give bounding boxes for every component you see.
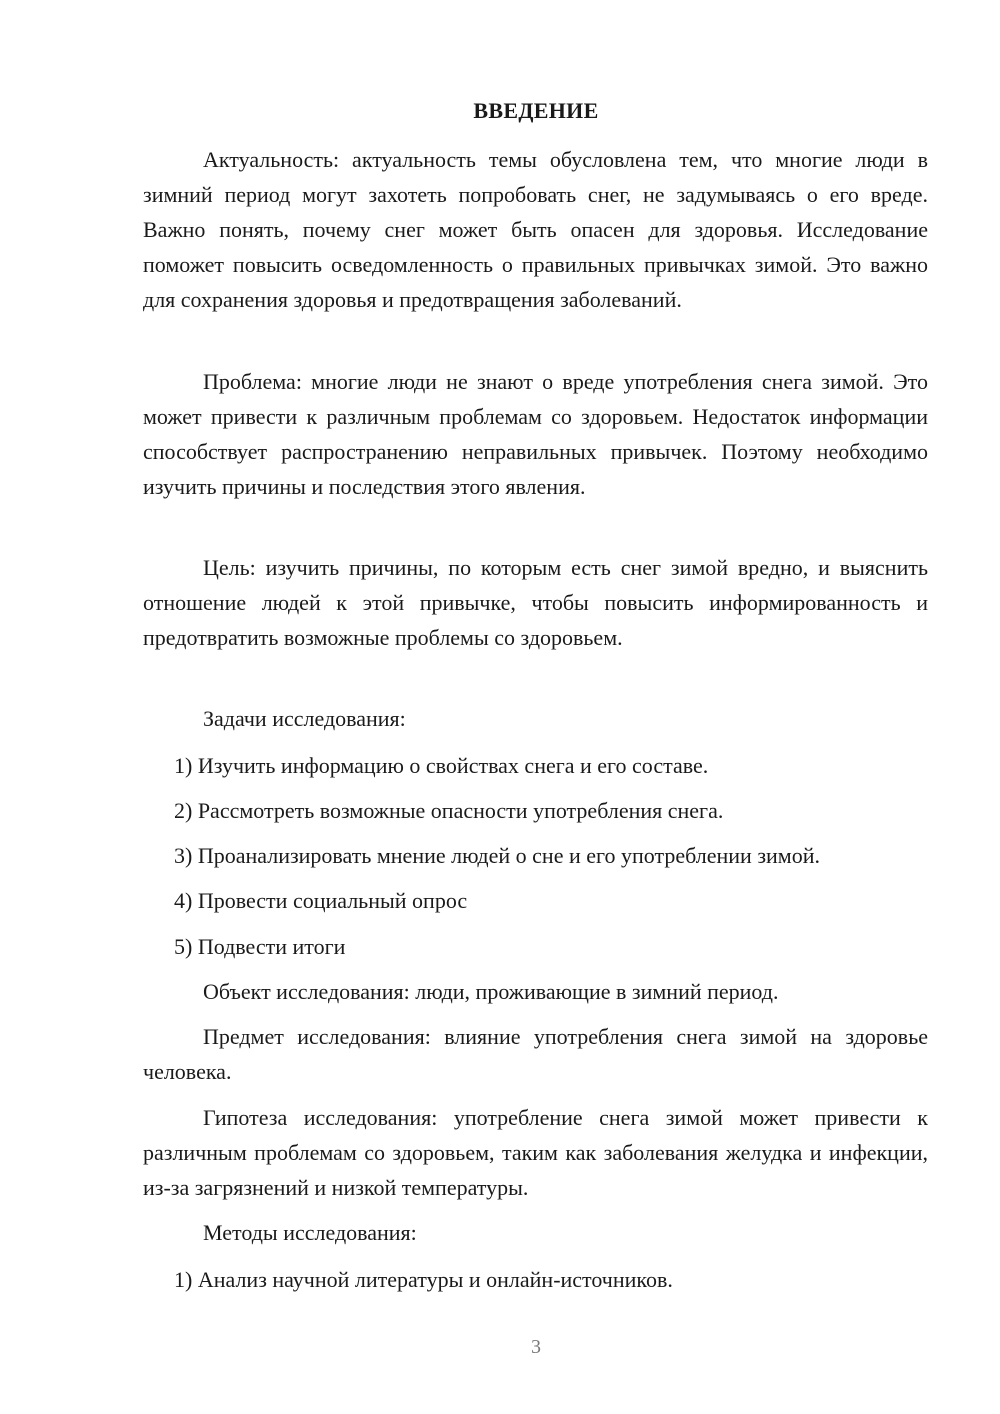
relevance-paragraph: Актуальность: актуальность темы обусловлена тем, что многие люди в зимний период могут захотеть попробовать снег, не задумываясь о его вреде. Важно понять, почему снег может быть опасен для здоровья. Исследование поможет повысить осведомленность о правильных привычках зимой. Это важно для сохранения здоровья и предотвращения заболеваний. xyxy=(143,147,928,312)
task-item-2: 2) Рассмотреть возможные опасности употребления снега. xyxy=(174,798,724,823)
page-title: ВВЕДЕНИЕ xyxy=(473,98,599,123)
methods-heading: Методы исследования: xyxy=(203,1220,417,1245)
task-item-1: 1) Изучить информацию о свойствах снега и его составе. xyxy=(174,753,709,778)
subject-paragraph: Предмет исследования: влияние употребления снега зимой на здоровье человека. xyxy=(143,1024,928,1084)
hypothesis-paragraph: Гипотеза исследования: употребление снега зимой может привести к различным проблемам со здоровьем, таким как заболевания желудка и инфекции, из-за загрязнений и низкой температуры. xyxy=(143,1105,928,1200)
page-number: 3 xyxy=(531,1336,541,1358)
tasks-heading: Задачи исследования: xyxy=(203,706,406,731)
problem-paragraph: Проблема: многие люди не знают о вреде употребления снега зимой. Это может привести к различным проблемам со здоровьем. Недостаток информации способствует распространению неправильных привычек. Поэтому необходимо изучить причины и последствия этого явления. xyxy=(143,369,928,499)
goal-paragraph: Цель: изучить причины, по которым есть снег зимой вредно, и выяснить отношение людей к этой привычке, чтобы повысить информированность и предотвратить возможные проблемы со здоровьем. xyxy=(143,555,928,650)
task-item-5: 5) Подвести итоги xyxy=(174,934,346,959)
object-line: Объект исследования: люди, проживающие в зимний период. xyxy=(203,979,779,1004)
task-item-3: 3) Проанализировать мнение людей о сне и его употреблении зимой. xyxy=(174,843,820,868)
task-item-4: 4) Провести социальный опрос xyxy=(174,888,468,913)
method-item-1: 1) Анализ научной литературы и онлайн-источников. xyxy=(174,1267,673,1292)
